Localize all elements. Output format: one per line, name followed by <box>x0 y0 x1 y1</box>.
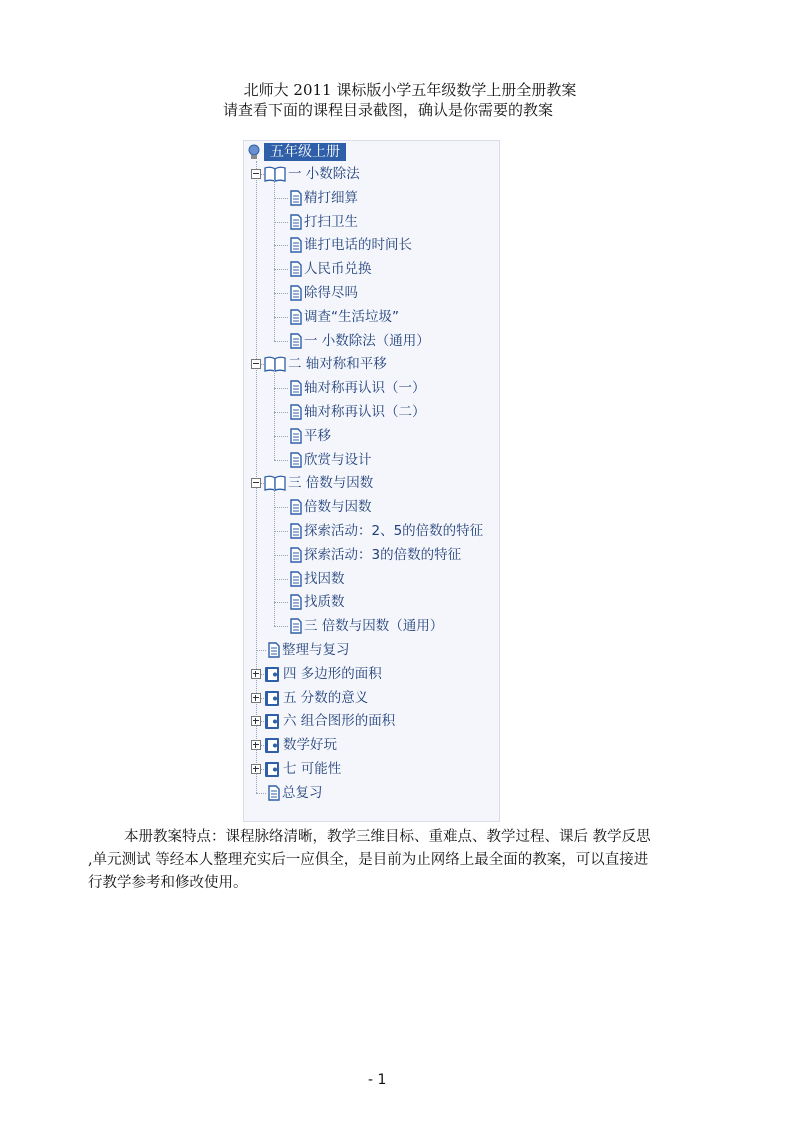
collapse-icon[interactable] <box>251 169 261 179</box>
tree-connector <box>274 436 288 437</box>
tree-root-label: 五年级上册 <box>264 143 346 161</box>
tree-connector <box>274 507 288 508</box>
tree-item-unit[interactable] <box>244 472 499 494</box>
collapse-icon[interactable] <box>251 359 261 369</box>
tree-item-lesson[interactable] <box>244 568 499 590</box>
tree-connector <box>274 370 275 459</box>
tree-item-label: 整理与复习 <box>282 642 350 658</box>
tree-connector <box>274 293 288 294</box>
document-page-icon <box>268 785 280 801</box>
document-page-icon <box>290 214 302 230</box>
open-book-icon <box>264 166 286 182</box>
tree-item-unit[interactable] <box>244 734 499 756</box>
tree-connector <box>274 460 288 461</box>
tree-item-lesson[interactable] <box>244 449 499 471</box>
tree-connector <box>274 269 288 270</box>
tree-item-lesson[interactable] <box>244 591 499 613</box>
tree-item-label: 四 多边形的面积 <box>283 665 382 682</box>
closed-book-icon <box>264 761 280 778</box>
tree-item-lesson[interactable] <box>244 425 499 447</box>
tree-item-lesson[interactable] <box>244 187 499 209</box>
expand-icon[interactable] <box>251 693 261 703</box>
tree-item-label: 一 小数除法（通用） <box>304 332 430 349</box>
tree-connector <box>274 531 288 532</box>
tree-item-label: 精打细算 <box>304 189 358 206</box>
title-line-1: 北师大 2011 课标版小学五年级数学上册全册教案 <box>243 81 577 99</box>
tree-connector <box>274 579 288 580</box>
tree-connector <box>274 245 288 246</box>
document-page-icon <box>290 428 302 444</box>
tree-connector <box>274 198 288 199</box>
tree-item-lesson[interactable] <box>244 282 499 304</box>
tree-item-label: 三 倍数与因数 <box>288 475 374 492</box>
document-page-icon <box>290 404 302 420</box>
expand-icon[interactable] <box>251 669 261 679</box>
open-book-icon <box>264 356 286 372</box>
tree-item-lesson[interactable] <box>244 520 499 542</box>
document-title <box>0 80 800 120</box>
closed-book-icon <box>264 737 280 754</box>
document-page-icon <box>290 380 302 396</box>
tree-connector <box>274 626 288 627</box>
page-number: - 1 <box>368 1072 387 1088</box>
document-page-icon <box>290 333 302 349</box>
tree-connector <box>274 222 288 223</box>
tree-item-unit[interactable] <box>244 663 499 685</box>
tree-connector <box>274 388 288 389</box>
tree-connector <box>274 341 288 342</box>
tree-connector <box>274 555 288 556</box>
tree-item-label: 找质数 <box>304 594 345 611</box>
tree-connector <box>274 602 288 603</box>
open-book-icon <box>264 475 286 491</box>
tree-item-label: 轴对称再认识（二） <box>304 404 426 420</box>
tree-item-label: 轴对称再认识（一） <box>304 380 426 397</box>
tree-item-label: 一 小数除法 <box>288 166 360 182</box>
tree-item-lesson[interactable] <box>244 544 499 566</box>
tree-item-unit[interactable] <box>244 758 499 780</box>
tree-item-unit[interactable] <box>244 710 499 732</box>
tree-item-label: 二 轴对称和平移 <box>288 356 387 373</box>
closed-book-icon <box>264 666 280 683</box>
closed-book-icon <box>264 690 280 707</box>
document-page-icon <box>290 237 302 253</box>
tree-item-lesson[interactable] <box>244 782 499 804</box>
description-paragraph: 本册教案特点：课程脉络清晰，教学三维目标、重难点、教学过程、课后 教学反思 ,单元测试 等经本人整理充实后一应俱全，是目前为止网络上最全面的教案，可以直接进行教学参考和修改使用。 <box>88 829 651 891</box>
tree-item-label: 谁打电话的时间长 <box>304 237 412 254</box>
tree-connector <box>274 489 275 626</box>
tree-item-lesson[interactable] <box>244 615 499 637</box>
tree-item-label: 七 可能性 <box>283 761 342 777</box>
globe-icon <box>248 144 260 160</box>
document-page-icon <box>290 452 302 468</box>
tree-item-label: 除得尽吗 <box>304 285 358 301</box>
tree-item-label: 六 组合图形的面积 <box>283 713 396 730</box>
tree-item-label: 总复习 <box>282 784 323 801</box>
tree-item-lesson[interactable] <box>244 258 499 280</box>
tree-item-label: 打扫卫生 <box>304 213 358 230</box>
document-page-icon <box>290 594 302 610</box>
tree-connector <box>274 180 275 341</box>
document-page-icon <box>290 285 302 301</box>
tree-connector <box>274 412 288 413</box>
tree-item-unit[interactable] <box>244 353 499 375</box>
expand-icon[interactable] <box>251 764 261 774</box>
document-page-icon <box>290 499 302 515</box>
document-page-icon <box>268 642 280 658</box>
title-line-2: 请查看下面的课程目录截图，确认是你需要的教案 <box>222 101 553 119</box>
tree-item-label: 三 倍数与因数（通用） <box>304 618 444 635</box>
tree-item-label: 数学好玩 <box>283 737 337 754</box>
tree-item-unit[interactable] <box>244 163 499 185</box>
tree-item-lesson[interactable] <box>244 401 499 423</box>
tree-item-label: 找因数 <box>304 570 345 587</box>
tree-item-label: 人民币兑换 <box>304 261 372 278</box>
tree-item-label: 五 分数的意义 <box>283 689 369 706</box>
tree-item-label: 欣赏与设计 <box>304 451 372 468</box>
tree-item-label: 调查“生活垃圾” <box>304 308 399 325</box>
tree-root[interactable] <box>244 141 499 163</box>
tree-item-label: 探索活动：3的倍数的特征 <box>304 546 462 563</box>
tree-item-lesson[interactable] <box>244 306 499 328</box>
document-page-icon <box>290 618 302 634</box>
tree-connector <box>256 650 266 651</box>
document-page-icon <box>290 190 302 206</box>
document-page-icon <box>290 571 302 587</box>
tree-item-lesson[interactable] <box>244 639 499 661</box>
expand-icon[interactable] <box>251 716 261 726</box>
tree-item-lesson[interactable] <box>244 211 499 233</box>
tree-item-lesson[interactable] <box>244 377 499 399</box>
document-page-icon <box>290 261 302 277</box>
tree-item-lesson[interactable] <box>244 330 499 352</box>
document-page-icon <box>290 309 302 325</box>
tree-connector <box>274 317 288 318</box>
tree-item-lesson[interactable] <box>244 234 499 256</box>
expand-icon[interactable] <box>251 740 261 750</box>
tree-item-label: 平移 <box>304 427 331 444</box>
closed-book-icon <box>264 713 280 730</box>
tree-connector <box>256 793 266 794</box>
tree-item-unit[interactable] <box>244 687 499 709</box>
tree-item-label: 探索活动：2、5的倍数的特征 <box>304 523 484 539</box>
document-page-icon <box>290 523 302 539</box>
collapse-icon[interactable] <box>251 478 261 488</box>
tree-item-lesson[interactable] <box>244 496 499 518</box>
document-page-icon <box>290 547 302 563</box>
tree-item-label: 倍数与因数 <box>304 499 372 516</box>
course-directory-tree <box>243 140 500 822</box>
